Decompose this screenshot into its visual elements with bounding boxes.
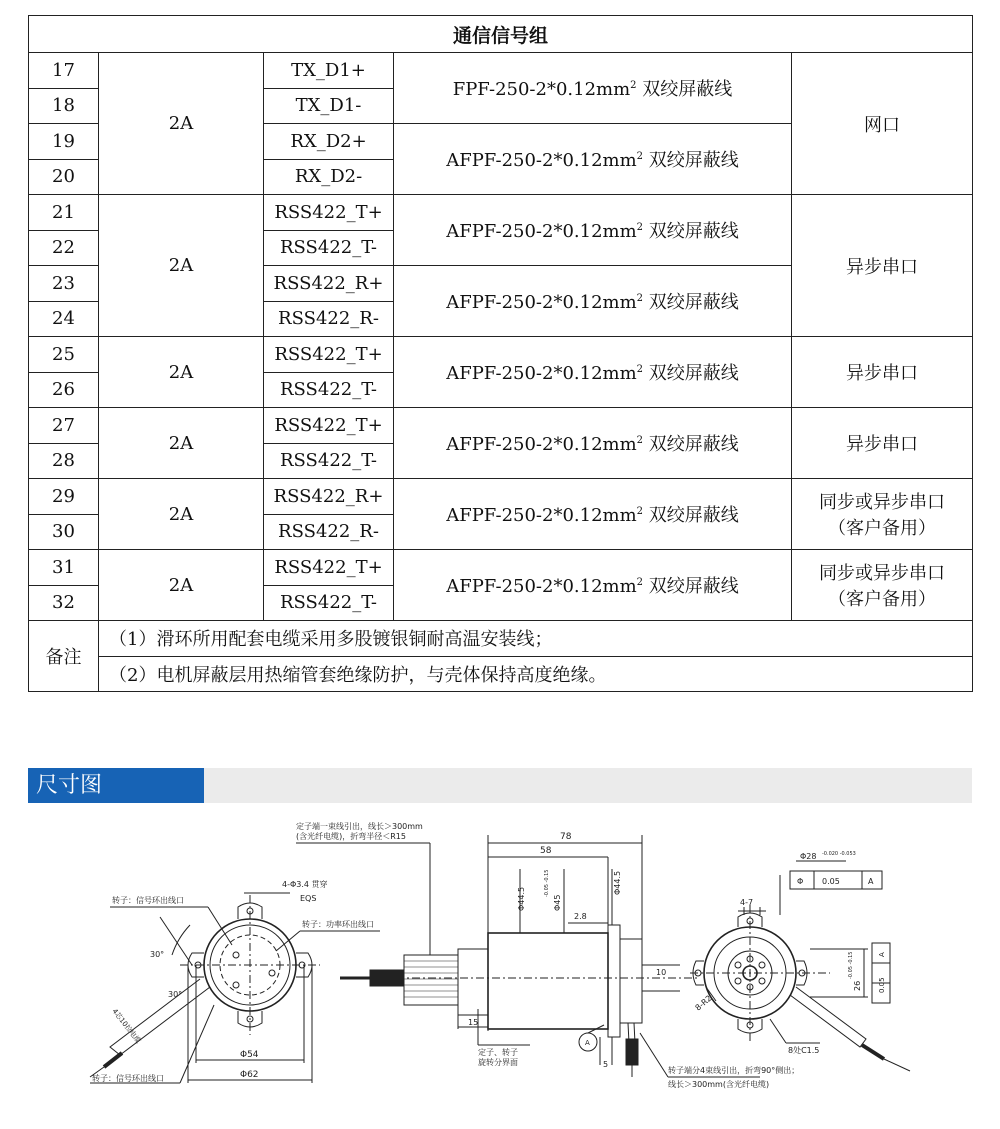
rotor-note-1: 转子端分4束线引出，折弯90°侧出； [668,1066,800,1075]
signal-cell: RSS422_T+ [264,550,394,586]
table-title: 通信信号组 [29,16,973,53]
cable-cell: AFPF-$250-2*0.12mm^2$ 双绞屏蔽线 [394,266,792,337]
note-row [29,621,973,657]
stator-note-1: 定子端一束线引出，线长＞300mm [296,822,423,831]
split-label-2: 旋转分界面 [478,1058,518,1067]
dim-26-tol: -0.05 -0.15 [848,951,854,979]
cable-cell: FPF-$250-2*0.12mm^2$ 双绞屏蔽线 [394,53,792,124]
signal-cell: RSS422_R+ [264,266,394,302]
cable-cell: AFPF-$250-2*0.12mm^2$ 双绞屏蔽线 [394,124,792,195]
radius-label: 8-R2 [693,993,714,1013]
signal-cell: RSS422_T- [264,230,394,266]
section-title: 尺寸图 [28,768,204,803]
signal-cell: TX_D1- [264,88,394,124]
rotor-note-2: 线长＞300mm(含光纤电缆) [668,1080,770,1089]
row-no: 29 [29,479,99,515]
angle-label-2: 30° [168,990,183,999]
dimension-drawing [0,815,1000,1115]
row-no: 19 [29,124,99,160]
rotor-signal-top-label: 转子：信号环出线口 [112,896,184,905]
row-no: 22 [29,230,99,266]
table-row [29,408,973,444]
signal-cell: RSS422_T+ [264,195,394,231]
use-cell: 同步或异步串口 （客户备用） [792,550,973,621]
cable-cell: AFPF-$250-2*0.12mm^2$ 双绞屏蔽线 [394,479,792,550]
cable-cell: AFPF-$250-2*0.12mm^2$ 双绞屏蔽线 [394,195,792,266]
dim-78: 78 [560,832,572,842]
row-no: 20 [29,159,99,195]
signal-cell: RSS422_T- [264,443,394,479]
cable-cell: AFPF-$250-2*0.12mm^2$ 双绞屏蔽线 [394,550,792,621]
row-no: 24 [29,301,99,337]
current-cell: 2A [99,53,264,195]
signal-cell: RSS422_T+ [264,337,394,373]
rotor-signal-bottom-label: 转子：信号环出线口 [92,1074,164,1083]
table-row [29,479,973,515]
current-cell: 2A [99,479,264,550]
dim-26: 26 [853,980,862,991]
table-row [29,195,973,231]
row-no: 17 [29,53,99,89]
dim-d28-tol: -0.020 -0.053 [822,851,856,857]
dim-4-7: 4-7 [740,898,754,907]
dim-d45-tol: -0.05 -0.15 [544,869,550,897]
signal-cell: RSS422_T- [264,585,394,621]
table-row [29,550,973,586]
signal-cell: RX_D2- [264,159,394,195]
signal-cell: RSS422_R- [264,514,394,550]
use-cell: 网口 [792,53,973,195]
row-no: 30 [29,514,99,550]
dim-d62: Φ62 [240,1070,259,1080]
dim-5: 5 [603,1060,609,1069]
current-cell: 2A [99,195,264,337]
eq-label: EQS [300,894,317,903]
angle-label-1: 30° [150,950,165,959]
use-cell: 异步串口 [792,195,973,337]
note-row [29,656,973,692]
stator-note-2: (含光纤电缆)，折弯半径＜R15 [296,832,406,841]
dim-2-8: 2.8 [574,912,587,921]
signal-cell: RSS422_T+ [264,408,394,444]
dim-58: 58 [540,846,552,856]
hole-label: 4-Φ3.4 贯穿 [282,880,328,889]
dim-10: 10 [656,968,667,977]
dim-d54: Φ54 [240,1050,259,1060]
row-no: 32 [29,585,99,621]
chamfer-label: 8处C1.5 [788,1046,820,1055]
row-no: 23 [29,266,99,302]
row-no: 26 [29,372,99,408]
cable-cell: AFPF-$250-2*0.12mm^2$ 双绞屏蔽线 [394,337,792,408]
current-cell: 2A [99,408,264,479]
dim-d45: Φ45 [553,894,562,911]
row-no: 27 [29,408,99,444]
table-row [29,53,973,89]
spec-table [28,15,973,692]
signal-cell: TX_D1+ [264,53,394,89]
datum-a-right: A [868,877,874,886]
dim-d44-5-a: Φ44.5 [517,886,526,911]
table-row [29,337,973,373]
signal-cell: RX_D2+ [264,124,394,160]
use-cell: 异步串口 [792,408,973,479]
cable-cell: AFPF-$250-2*0.12mm^2$ 双绞屏蔽线 [394,408,792,479]
side-view [296,835,760,1077]
current-cell: 2A [99,550,264,621]
signal-cell: RSS422_R- [264,301,394,337]
use-cell: 同步或异步串口 （客户备用） [792,479,973,550]
signal-cell: RSS422_R+ [264,479,394,515]
row-no: 21 [29,195,99,231]
dim-15: 15 [468,1018,479,1027]
shielded-cable-label: 4芯10拉电缆 [110,1007,143,1045]
current-cell: 2A [99,337,264,408]
use-cell: 异步串口 [792,337,973,408]
split-label-1: 定子、转子 [478,1048,518,1057]
row-no: 28 [29,443,99,479]
end-view [690,861,910,1071]
dim-0-05: 0.05 [878,977,886,993]
tol-value: 0.05 [822,877,840,886]
dim-d28: Φ28 [800,852,817,861]
note-1: （1）滑环所用配套电缆采用多股镀银铜耐高温安装线； [99,621,973,657]
row-no: 18 [29,88,99,124]
signal-cell: RSS422_T- [264,372,394,408]
dim-d44-5-b: Φ44.5 [613,870,622,895]
row-no: 25 [29,337,99,373]
datum-a-middle: A [585,1039,590,1047]
datum-a-right-2: A [878,952,886,957]
note-label: 备注 [29,621,99,692]
row-no: 31 [29,550,99,586]
rotor-power-label: 转子：功率环出线口 [302,920,374,929]
note-2: （2）电机屏蔽层用热缩管套绝缘防护，与壳体保持高度绝缘。 [99,656,973,692]
tol-symbol: Φ [797,877,804,886]
